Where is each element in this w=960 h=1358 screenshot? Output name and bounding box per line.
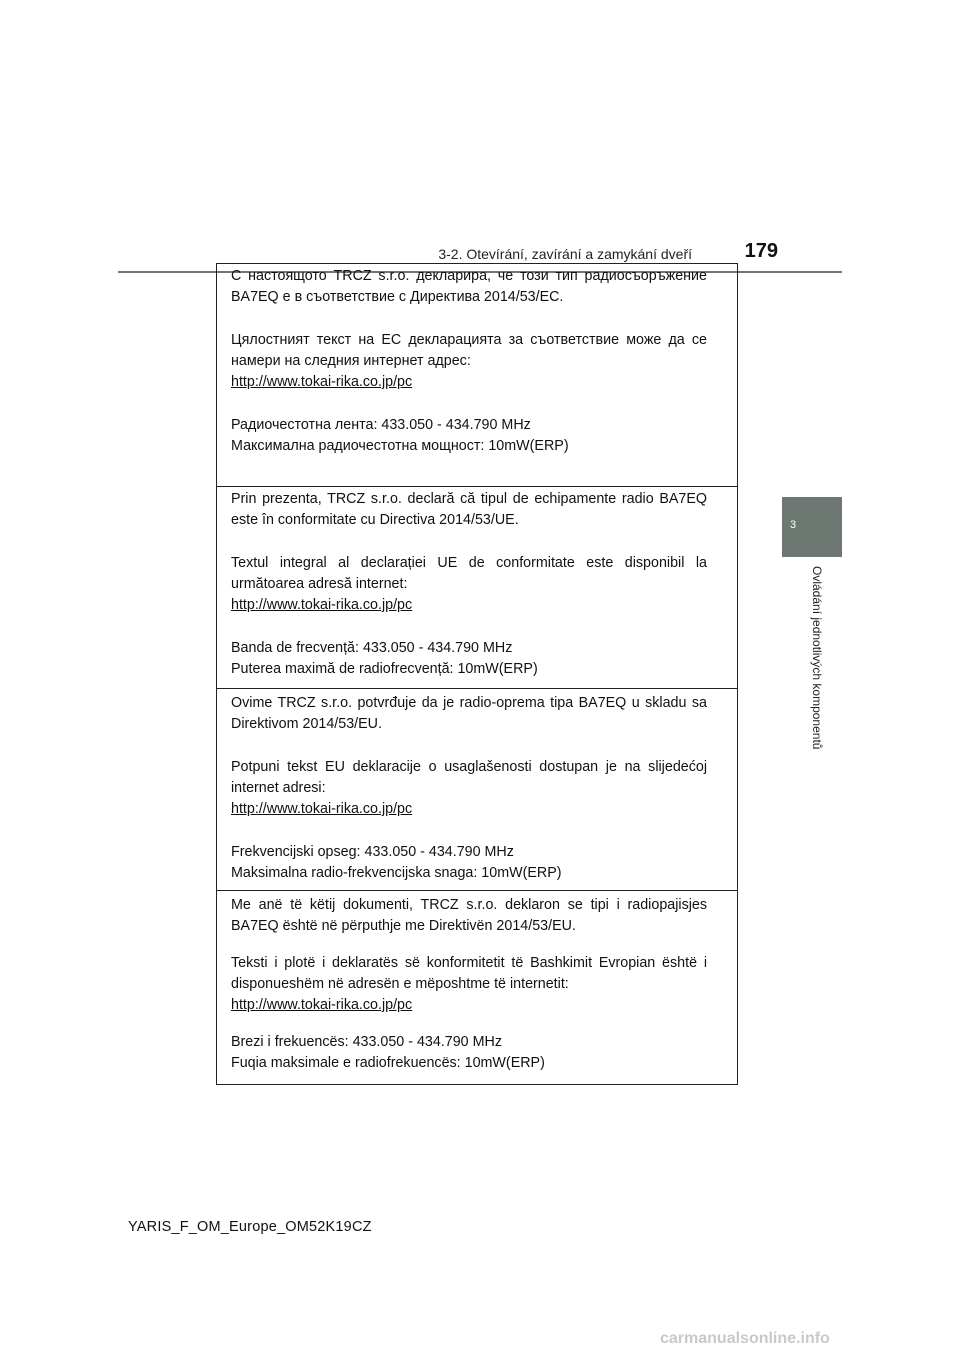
declaration-romanian [217, 487, 737, 689]
fulltext-note: Цялостният текст на ЕС декларацията за съответствие може да се намери на следния интернет адрес: [231, 332, 707, 369]
declaration-statement: С настоящото TRCZ s.r.o. декларира, че този тип радиосъоръжение BA7EQ е в съответствие с Директива 2014/53/ЕС. [231, 268, 707, 305]
fulltext-note: Teksti i plotë i deklaratës së konformitetit të Bashkimit Evropian është i disponueshëm në adresën e mëposhtme të internetit: [231, 955, 707, 992]
chapter-tab[interactable] [782, 497, 842, 557]
max-power: Максимална радиочестотна мощност: 10mW(ERP) [231, 438, 569, 454]
chapter-title: Ovládání jednotlivých komponentů [810, 566, 824, 750]
frequency-band: Frekvencijski opseg: 433.050 - 434.790 MHz [231, 844, 514, 860]
declaration-statement: Prin prezenta, TRCZ s.r.o. declară că tipul de echipamente radio BA7EQ este în conformitate cu Directiva 2014/53/UE. [231, 491, 707, 528]
page-number: 179 [744, 240, 778, 262]
chapter-number: 3 [790, 519, 797, 531]
frequency-band: Banda de frecvență: 433.050 - 434.790 MHz [231, 640, 513, 656]
watermark: carmanualsonline.info [660, 1330, 830, 1347]
declaration-link[interactable]: http://www.tokai-rika.co.jp/pc [231, 374, 413, 390]
frequency-band: Радиочестотна лента: 433.050 - 434.790 MHz [231, 417, 531, 433]
declaration-statement: Ovime TRCZ s.r.o. potvrđuje da je radio-oprema tipa BA7EQ u skladu sa Direktivom 2014/53/EU. [231, 695, 707, 732]
max-power: Maksimalna radio-frekvencijska snaga: 10mW(ERP) [231, 865, 562, 881]
declaration-bulgarian [217, 264, 737, 487]
section-title: 3-2. Otevírání, zavírání a zamykání dveří [438, 246, 692, 262]
declaration-table [216, 263, 738, 1085]
document-code: YARIS_F_OM_Europe_OM52K19CZ [128, 1219, 372, 1235]
declaration-bosnian [217, 689, 737, 891]
declaration-link[interactable]: http://www.tokai-rika.co.jp/pc [231, 801, 413, 817]
declaration-statement: Me anë të këtij dokumenti, TRCZ s.r.o. deklaron se tipi i radiopajisjes BA7EQ është në përputhje me Direktivën 2014/53/EU. [231, 897, 707, 934]
declaration-link[interactable]: http://www.tokai-rika.co.jp/pc [231, 597, 413, 613]
declaration-albanian [217, 891, 737, 1084]
max-power: Puterea maximă de radiofrecvență: 10mW(ERP) [231, 661, 538, 677]
max-power: Fuqia maksimale e radiofrekuencës: 10mW(ERP) [231, 1055, 545, 1071]
fulltext-note: Textul integral al declarației UE de conformitate este disponibil la următoarea adresă internet: [231, 555, 707, 592]
declaration-link[interactable]: http://www.tokai-rika.co.jp/pc [231, 997, 413, 1013]
fulltext-note: Potpuni tekst EU deklaracije o usaglašenosti dostupan je na slijedećoj internet adresi: [231, 759, 707, 796]
frequency-band: Brezi i frekuencës: 433.050 - 434.790 MHz [231, 1034, 502, 1050]
